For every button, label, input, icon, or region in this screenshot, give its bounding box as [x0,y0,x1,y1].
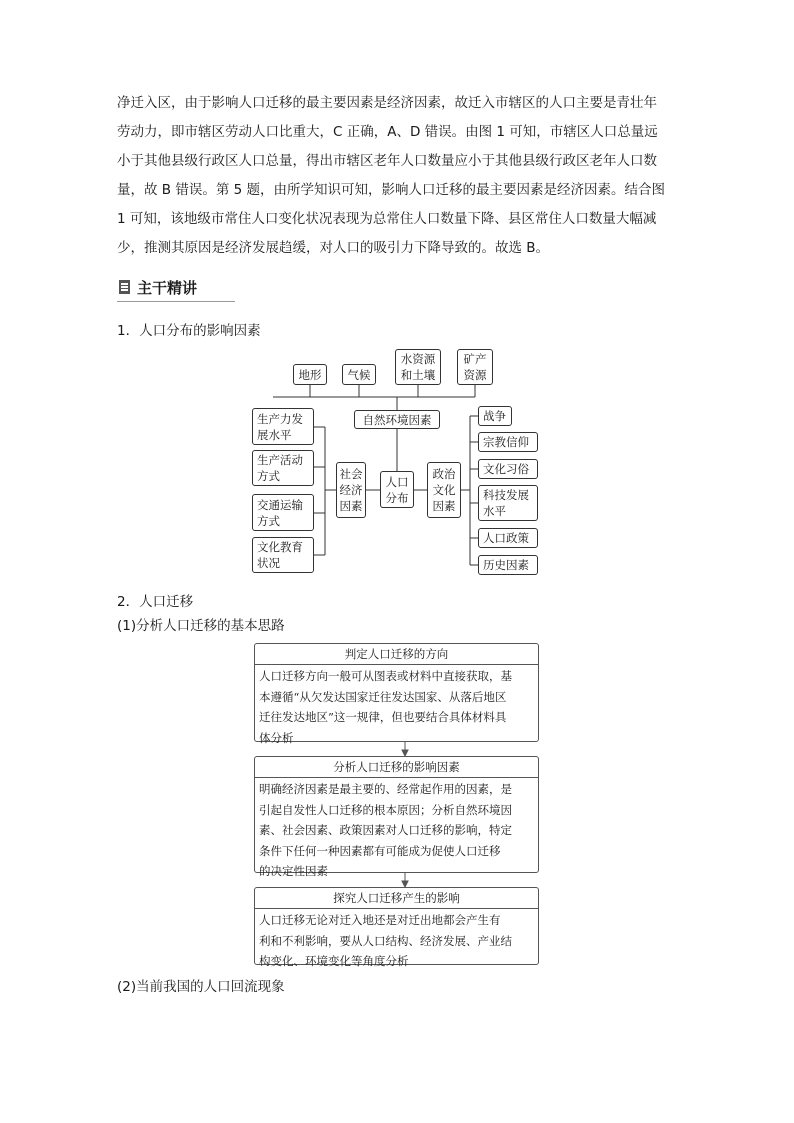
flow-step-factors [254,756,539,878]
paragraph-line: 1 可知，该地级市常住人口变化状况表现为总常住人口数量下降、县区常住人口数量大幅减 [117,211,657,227]
flow-step-impacts [254,887,539,968]
factor-minerals: 矿产 资源 [457,349,493,385]
flow-line: 的决定性因素 [259,864,328,878]
flow-line: 明确经济因素是最主要的、经常起作用的因素，是 [259,782,512,796]
heading-population-distribution: 1．人口分布的影响因素 [117,323,261,339]
flow-step-title: 探究人口迁移产生的影响 [255,888,538,909]
flow-step-title: 分析人口迁移的影响因素 [255,757,538,778]
factor-production-mode: 生产活动 方式 [252,450,314,486]
flow-line: 条件下任何一种因素都有可能成为促使人口迁移 [259,843,501,858]
paragraph-line: 净迁入区，由于影响人口迁移的最主要因素是经济因素，故迁入市辖区的人口主要是青壮年 [117,95,657,111]
factor-population-policy: 人口政策 [478,528,538,548]
factor-water-soil: 水资源 和土壤 [395,349,441,385]
flow-step-body [255,778,538,883]
factor-history: 历史因素 [478,555,538,575]
factor-technology-level: 科技发展 水平 [478,485,538,521]
factor-productivity-level: 生产力发 展水平 [252,408,314,445]
paragraph-line: 劳动力，即市辖区劳动人口比重大，C 正确，A、D 错误。由图 1 可知，市辖区人口总量远 [117,124,658,140]
flow-line: 人口迁移方向一般可从图表或材料中直接获取，基 [259,669,512,683]
flow-line: 体分析 [259,730,294,745]
subheading-basic-approach: (1)分析人口迁移的基本思路 [117,618,285,634]
natural-environment-factors: 自然环境因素 [354,410,440,429]
flow-line: 素、社会因素、政策因素对人口迁移的影响，特定 [259,823,512,837]
factor-terrain: 地形 [293,364,327,385]
political-cultural-factors: 政治 文化 因素 [427,462,461,518]
heading-migration: 2．人口迁移 [117,594,194,610]
subheading-return-migration: (2)当前我国的人口回流现象 [117,979,285,995]
paragraph-line: 小于其他县级行政区人口总量，得出市辖区老年人口数量应小于其他县级行政区老年人口数 [117,153,657,169]
flow-line: 利和不利影响，要从人口结构、经济发展、产业结 [259,933,512,948]
flow-line: 构变化、环境变化等角度分析 [259,954,409,968]
flow-step-title: 判定人口迁移的方向 [255,644,538,665]
flow-step-body [255,909,538,973]
flow-line: 本遵循“从欠发达国家迁往发达国家、从落后地区 [259,689,507,704]
factor-culture-customs: 文化习俗 [478,459,538,479]
factor-transport-mode: 交通运输 方式 [252,494,314,531]
social-economic-factors: 社会 经济 因素 [336,462,366,518]
factor-religion: 宗教信仰 [478,432,538,452]
factor-climate: 气候 [342,364,376,385]
flow-line: 引起自发性人口迁移的根本原因；分析自然环境因 [259,802,512,817]
flow-line: 人口迁移无论对迁入地还是对迁出地都会产生有 [259,913,501,927]
section-title: 主干精讲 [137,279,198,297]
flow-line: 迁往发达地区”这一规律，但也要结合具体材料具 [259,710,507,724]
factor-war: 战争 [478,406,512,426]
paragraph-line: 量，故 B 错误。第 5 题，由所学知识可知，影响人口迁移的最主要因素是经济因素。结合图 [117,182,666,198]
population-distribution-center: 人口 分布 [380,471,414,508]
paragraph-line: 少，推测其原因是经济发展趋缓，对人口的吸引力下降导致的。故选 B。 [117,240,550,256]
factor-education-status: 文化教育 状况 [252,537,314,573]
